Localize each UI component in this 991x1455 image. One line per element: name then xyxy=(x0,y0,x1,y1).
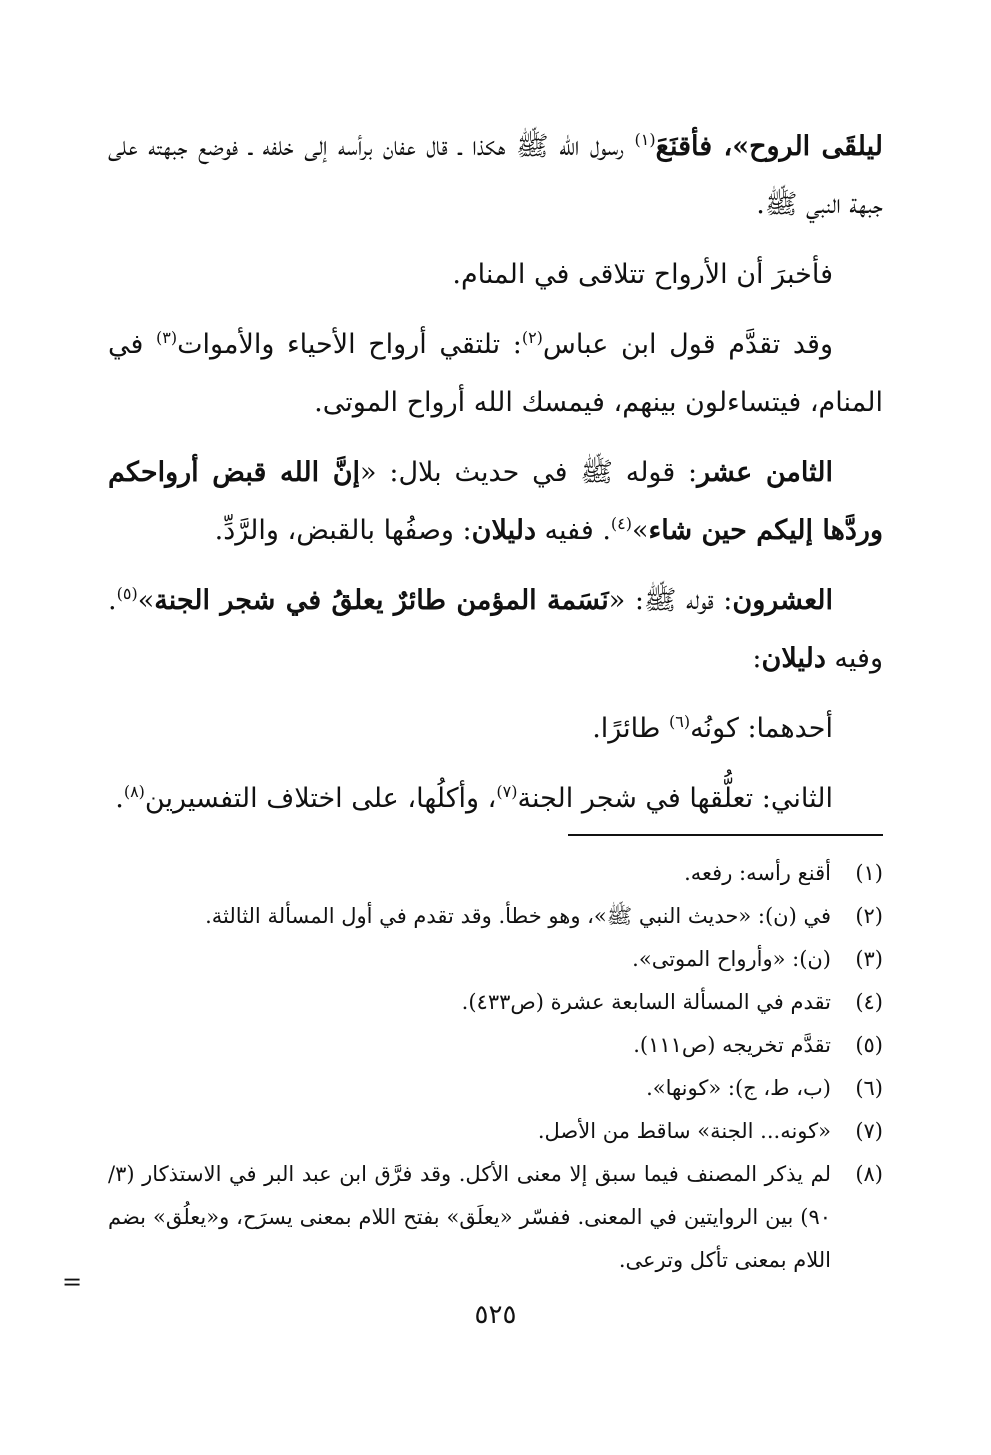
main-text xyxy=(108,118,883,840)
footnote-number: (٢) xyxy=(855,904,883,928)
text-span: في المنام، فيتساءلون بينهم، فيمسك الله أرواح الموتى. xyxy=(108,329,883,418)
paragraph-5 xyxy=(108,572,883,688)
footnote-ref[interactable]: (٦) xyxy=(668,712,691,731)
text-span: . xyxy=(115,783,124,814)
section-label: الثامن عشر xyxy=(697,457,833,488)
footnotes-list xyxy=(108,852,883,1282)
footnote-3 xyxy=(108,938,883,981)
footnote-number: (١) xyxy=(855,861,883,885)
footnote-text: «كونه... الجنة» ساقط من الأصل. xyxy=(537,1119,831,1143)
footnote-divider xyxy=(568,834,883,836)
footnote-ref[interactable]: (٤) xyxy=(610,514,632,533)
footnote-8 xyxy=(108,1153,883,1282)
text-span: دليلان xyxy=(761,643,826,674)
footnote-number: (٣) xyxy=(855,947,883,971)
footnote-text: (ن): «وأرواح الموتى». xyxy=(632,947,831,971)
paragraph-3 xyxy=(108,316,883,432)
footnote-4 xyxy=(108,981,883,1024)
text-span: ، وأكلُها، على اختلاف التفسيرين xyxy=(144,783,497,814)
hadith-text: نَسَمة المؤمن طائرٌ يعلقُ في شجر الجنة xyxy=(154,585,609,616)
text-span: وقد تقدَّم قول ابن عباس xyxy=(542,329,833,360)
text-span: » xyxy=(632,515,649,546)
continuation-mark: = xyxy=(62,1268,83,1296)
footnote-7 xyxy=(108,1110,883,1153)
footnote-text: تقدم في المسألة السابعة عشرة (ص٤٣٣). xyxy=(461,990,831,1014)
text-span: : وصفُها بالقبض، والرَّدِّ. xyxy=(214,515,472,546)
hadith-text: إنَّ الله قبض أرواحكم وردَّها إليكم حين شاء xyxy=(108,457,883,546)
text-span: دليلان xyxy=(471,515,536,546)
footnote-1 xyxy=(108,852,883,895)
footnote-text: في (ن): «حديث النبي ﷺ»، وهو خطأ. وقد تقدم في أول المسألة الثالثة. xyxy=(205,904,831,928)
footnote-ref[interactable]: (٨) xyxy=(123,782,145,801)
text-span: : قوله ﷺ: « xyxy=(608,585,733,616)
text-span: ليلقَى الروح» xyxy=(732,131,883,162)
paragraph-2: فأخبرَ أن الأرواح تتلاقى في المنام. xyxy=(452,259,833,290)
footnote-ref[interactable]: (٣) xyxy=(156,328,178,347)
text-span: : قوله ﷺ في حديث بلال: « xyxy=(360,457,698,488)
text-span: : xyxy=(752,643,762,674)
footnote-2 xyxy=(108,895,883,938)
footnote-ref[interactable]: (٥) xyxy=(116,584,138,603)
footnote-6 xyxy=(108,1067,883,1110)
text-span: : تلتقي أرواح الأحياء والأموات xyxy=(177,329,522,360)
text-span: الثاني: تعلُّقها في شجر الجنة xyxy=(517,783,833,814)
footnote-number: (٤) xyxy=(855,990,883,1014)
footnote-number: (٨) xyxy=(855,1162,883,1186)
paragraph-6 xyxy=(108,700,883,758)
footnote-text: أقنع رأسه: رفعه. xyxy=(684,861,831,885)
text-span: ، فأقنَعَ xyxy=(655,131,733,162)
text-span: . وفيه xyxy=(108,585,883,674)
text-span: أحدهما: كونُه xyxy=(690,713,833,744)
text-span: طائرًا. xyxy=(592,713,669,744)
footnote-text: (ب، ط، ج): «كونها». xyxy=(646,1076,831,1100)
text-span: . ففيه xyxy=(535,515,611,546)
footnote-number: (٧) xyxy=(855,1119,883,1143)
footnote-text: تقدَّم تخريجه (ص١١١). xyxy=(633,1033,831,1057)
footnote-ref[interactable]: (٧) xyxy=(496,782,518,801)
footnote-number: (٥) xyxy=(855,1033,883,1057)
footnote-number: (٦) xyxy=(855,1076,883,1100)
paragraph-1 xyxy=(108,118,883,234)
footnote-ref[interactable]: (١) xyxy=(634,130,656,149)
section-label: العشرون xyxy=(732,585,833,616)
paragraph-7 xyxy=(108,770,883,828)
text-span: » xyxy=(137,585,155,616)
footnote-5 xyxy=(108,1024,883,1067)
page-number: ٥٢٥ xyxy=(474,1300,517,1330)
paragraph-4 xyxy=(108,444,883,560)
footnote-text: لم يذكر المصنف فيما سبق إلا معنى الأكل. وقد فرَّق ابن عبد البر في الاستذكار (٣/ ٩٠) بين الروايتين في المعنى. ففسّر «يعلَق» بفتح اللام بمعنى يسرَح، و«يعلُق» بضم اللام بمعنى تأكل وترعى. xyxy=(108,1162,831,1272)
text-span: رسول الله ﷺ هكذا ـ قال عفان برأسه إلى خلفه ـ فوضع جبهته على جبهة النبي ﷺ. xyxy=(108,131,883,220)
footnote-ref[interactable]: (٢) xyxy=(521,328,543,347)
